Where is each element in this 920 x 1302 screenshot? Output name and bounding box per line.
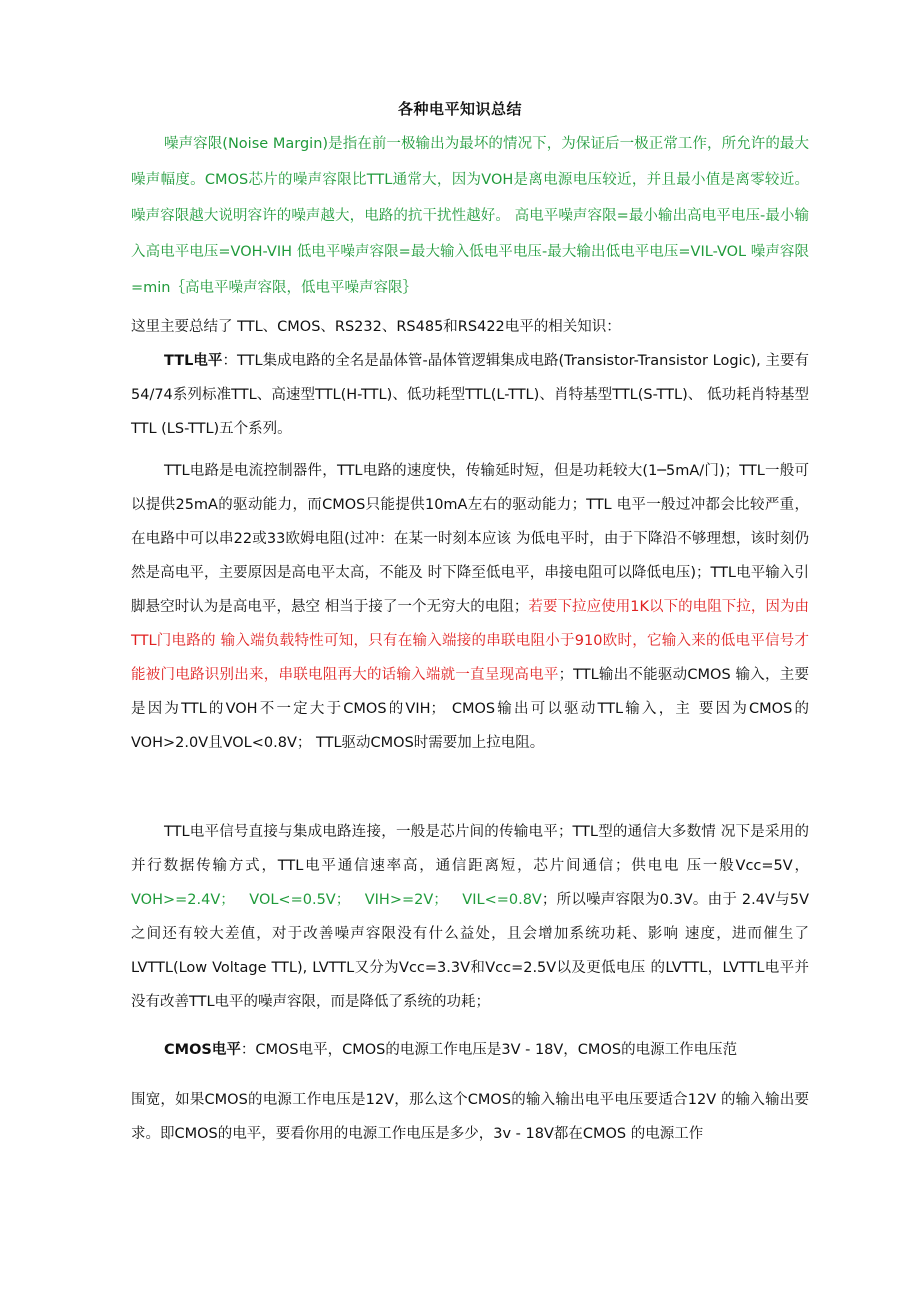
- document-title: 各种电平知识总结: [397, 100, 522, 118]
- vil-spec: VIL<=0.8V: [462, 892, 542, 908]
- vol-spec: VOL<=0.5V；: [249, 892, 351, 908]
- ttl-level-label: TTL电平: [164, 353, 223, 369]
- noise-margin-paragraph: 噪声容限(Noise Margin)是指在前一极输出为最坏的情况下，为保证后一极正常工作，所允许的最大噪声幅度。CMOS芯片的噪声容限比TTL通常大，因为VOH是离电源电压较近，并且最小值是离零较近。噪声容限越大说明容许的噪声越大，电路的抗干扰性越好。 高电平噪声容限=最小输出高电平电压-最小输入高电平电压=VOH-VIH 低电平噪声容限=最大输入低电平电压-最大输出低电平电压=VIL-VOL 噪声容限=min｛高电平噪声容限，低电平噪声容限｝: [131, 136, 809, 296]
- pull-down-warning-text: 若要下拉应使用1K以下的电阻下拉，因为由TTL门电路的 输入端负载特性可知，只有在输入端接的串联电阻小于910欧时，它输入来的低电平信号才 能被门电路识别出来，串联电阻再大的话输入端就一直呈现高电平: [131, 599, 809, 683]
- vih-spec: VIH>=2V；: [364, 892, 448, 908]
- voh-spec: VOH>=2.4V；: [131, 892, 235, 908]
- ttl-signal-paragraph: TTL电平信号直接与集成电路连接，一般是芯片间的传输电平；TTL型的通信大多数情 况下是采用的并行数据传输方式，TTL电平通信速率高，通信距离短，芯片间通信；供电电 压一般Vcc=5V，VOH>=2.4V； VOL<=0.5V； VIH>=2V； VIL<=0.8V；所以噪声容限为0.3V。由于 2.4V与5V之间还有较大差值，对于改善噪声容限没有什么益处，且会增加系统功耗、影响 速度，进而催生了 LVTTL(Low Voltage TTL), LVTTL又分为Vcc=3.3V和Vcc=2.5V以及更低电压 的LVTTL，LVTTL电平并没有改善TTL电平的噪声容限，而是降低了系统的功耗；: [131, 824, 809, 1010]
- ttl-level-paragraph: [131, 344, 809, 446]
- ttl-level-text: ：TTL集成电路的全名是晶体管-晶体管逻辑集成电路(Transistor-Transistor Logic), 主要有54/74系列标准TTL、高速型TTL(H-TTL)、低功耗型TTL(L-TTL)、肖特基型TTL(S-TTL)、 低功耗肖特基型TTL (LS-TTL)五个系列。: [131, 353, 810, 437]
- cmos-level-paragraph: 围宽，如果CMOS的电源工作电压是12V，那么这个CMOS的输入输出电平电压要适合12V 的输入输出要求。即CMOS的电平，要看你用的电源工作电压是多少，3v - 18V都在CMOS 的电源工作: [131, 1092, 809, 1142]
- ttl-circuit-paragraph: TTL电路是电流控制器件，TTL电路的速度快，传输延时短，但是功耗较大(1─5mA/门)；TTL一般可以提供25mA的驱动能力，而CMOS只能提供10mA左右的驱动能力；TTL 电平一般过冲都会比较严重，在电路中可以串22或33欧姆电阻(过冲：在某一时刻本应该 为低电平时，由于下降沿不够理想，该时刻仍然是高电平，主要原因是高电平太高，不能及 时下降至低电平，串接电阻可以降低电压)；TTL电平输入引脚悬空时认为是高电平，悬空 相当于接了一个无穷大的电阻；若要下拉应使用1K以下的电阻下拉，因为由TTL门电路的 输入端负载特性可知，只有在输入端接的串联电阻小于910欧时，它输入来的低电平信号才 能被门电路识别出来，串联电阻再大的话输入端就一直呈现高电平；TTL输出不能驱动CMOS 输入，主要是因为TTL的VOH不一定大于CMOS的VIH； CMOS输出可以驱动TTL输入，主 要因为CMOS的VOH>2.0V且VOL<0.8V； TTL驱动CMOS时需要加上拉电阻。: [131, 463, 809, 751]
- cmos-level-label: CMOS电平: [164, 1042, 241, 1058]
- cmos-level-heading-line: CMOS电平：CMOS电平，CMOS的电源工作电压是3V - 18V，CMOS的电源工作电压范: [164, 1042, 738, 1058]
- intro-paragraph: 这里主要总结了 TTL、CMOS、RS232、RS485和RS422电平的相关知识：: [131, 319, 621, 335]
